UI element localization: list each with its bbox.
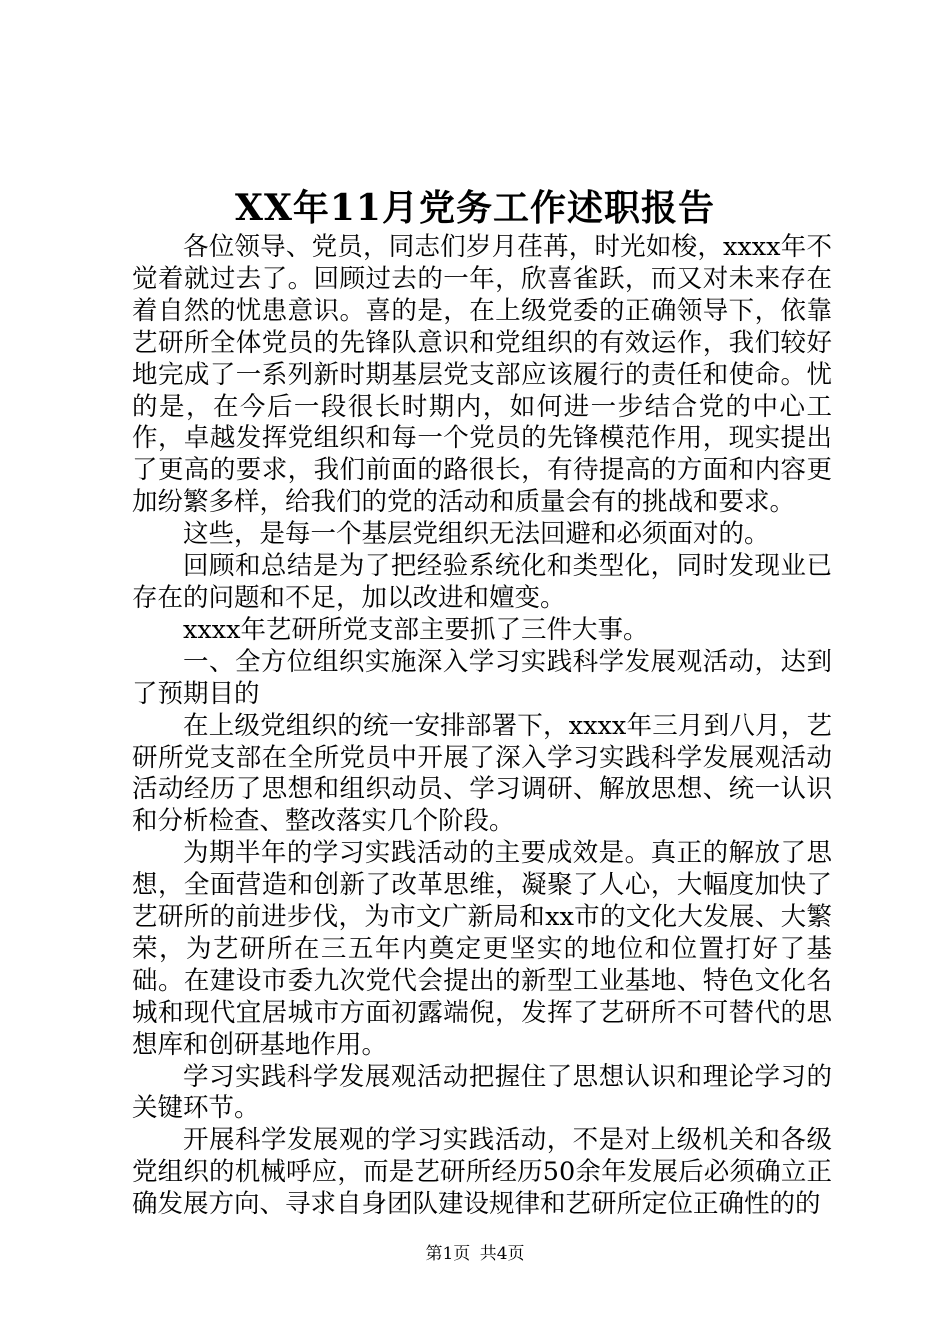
page-number: 第1页	[425, 1244, 471, 1264]
paragraph-3: 回顾和总结是为了把经验系统化和类型化，同时发现业已存在的问题和不足，加以改进和嬗变。	[132, 551, 832, 613]
section-heading-1: 一、全方位组织实施深入学习实践科学发展观活动，达到了预期目的	[132, 646, 832, 709]
paragraph-6: 为期半年的学习实践活动的主要成效是。真正的解放了思想，全面营造和创新了改革思维，凝聚了人心，大幅度加快了艺研所的前进步伐，为市文广新局和xx市的文化大发展、大繁荣，为艺研所在三五年内奠定更坚实的地位和位置打好了基础。在建设市委九次党代会提出的新型工业基地、特色文化名城和现代宜居城市方面初露端倪，发挥了艺研所不可替代的思想库和创研基地作用。	[132, 838, 832, 1060]
document-title: XX年11月党务工作述职报告	[235, 187, 715, 229]
paragraph-7: 学习实践科学发展观活动把握住了思想认识和理论学习的关键环节。	[132, 1061, 832, 1124]
document-body	[132, 232, 832, 1221]
paragraph-2: 这些，是每一个基层党组织无法回避和必须面对的。	[183, 519, 770, 550]
page-footer	[0, 1242, 950, 1266]
page-total: 共4页	[479, 1244, 525, 1264]
paragraph-5: 在上级党组织的统一安排部署下，xxxx年三月到八月，艺研所党支部在全所党员中开展了深入学习实践科学发展观活动活动经历了思想和组织动员、学习调研、解放思想、统一认识和分析检查、整改落实几个阶段。	[132, 710, 832, 837]
paragraph-8: 开展科学发展观的学习实践活动，不是对上级机关和各级党组织的机械呼应，而是艺研所经历50余年发展后必须确立正确发展方向、寻求自身团队建设规律和艺研所定位正确性的的	[132, 1125, 832, 1220]
paragraph-1: 各位领导、党员，同志们岁月荏苒，时光如梭，xxxx年不觉着就过去了。回顾过去的一年，欣喜雀跃，而又对未来存在着自然的忧患意识。喜的是，在上级党委的正确领导下，依靠艺研所全体党员的先锋队意识和党组织的有效运作，我们较好地完成了一系列新时期基层党支部应该履行的责任和使命。忧的是，在今后一段很长时期内，如何进一步结合党的中心工作，卓越发挥党组织和每一个党员的先锋模范作用，现实提出了更高的要求，我们前面的路很长，有待提高的方面和内容更加纷繁多样，给我们的党的活动和质量会有的挑战和要求。	[132, 232, 832, 518]
paragraph-4: xxxx年艺研所党支部主要抓了三件大事。	[183, 614, 649, 645]
